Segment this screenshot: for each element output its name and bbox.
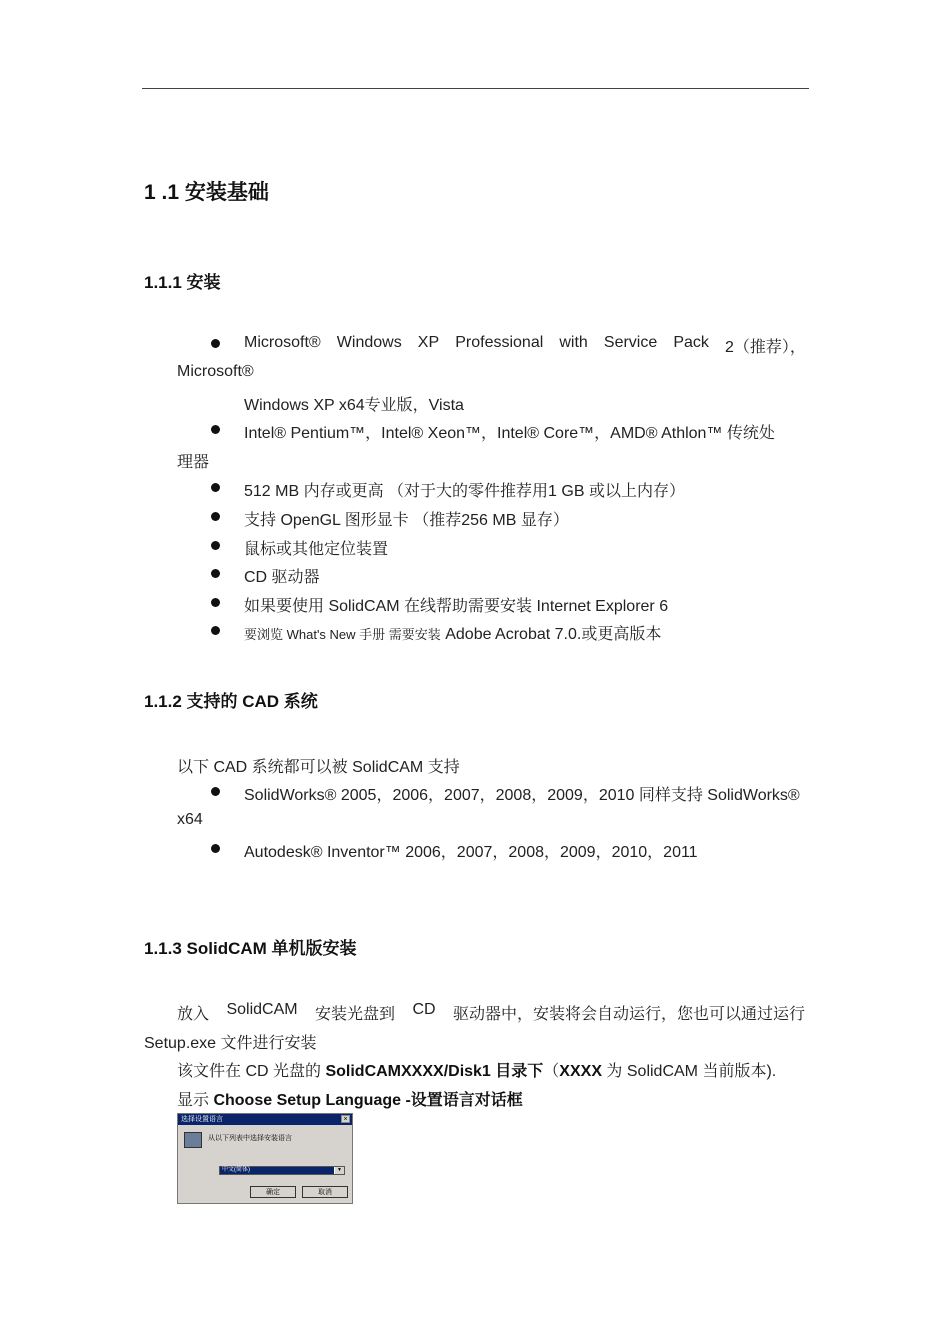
req-os-line: [244, 334, 806, 357]
bullet-icon: [211, 425, 220, 434]
bullet-icon: [211, 626, 220, 635]
word: with: [559, 334, 588, 351]
req-os-cont2: Windows XP x64专业版，Vista: [244, 397, 464, 414]
bullet-icon: [211, 512, 220, 521]
req-memory: 512 MB 内存或更高 （对于大的零件推荐用1 GB 或以上内存）: [244, 483, 685, 500]
language-select[interactable]: [219, 1166, 345, 1175]
section-heading-1-1-2: 1.1.2 支持的 CAD 系统: [144, 692, 318, 711]
word: Microsoft®: [244, 334, 321, 351]
word: Professional: [455, 334, 544, 351]
dialog-caption: [177, 1087, 523, 1110]
path-text-a: 该文件在 CD 光盘的: [177, 1063, 326, 1080]
word: CD: [412, 1001, 436, 1018]
ok-button[interactable]: 确定: [250, 1186, 296, 1198]
cancel-button[interactable]: 取消: [302, 1186, 348, 1198]
req-graphics: 支持 OpenGL 图形显卡 （推荐256 MB 显存）: [244, 512, 569, 529]
path-text-e: 为 SolidCAM 当前版本).: [601, 1063, 777, 1080]
bullet-icon: [211, 787, 220, 796]
cad-solidworks: SolidWorks® 2005，2006，2007，2008，2009，2010 同样支持 SolidWorks®: [244, 787, 800, 804]
caption-b: Choose Setup Language -设置语言对话框: [213, 1092, 523, 1109]
word: 驱动器中，安装将会自动运行，您也可以通过运行: [452, 1006, 805, 1023]
choose-language-dialog: [177, 1113, 353, 1204]
cad-inventor: Autodesk® Inventor™ 2006，2007，2008，2009，2010，2011: [244, 844, 698, 861]
path-text-d: XXXX: [559, 1063, 602, 1080]
word: Pack: [673, 334, 709, 351]
bullet-icon: [211, 598, 220, 607]
cad-intro: 以下 CAD 系统都可以被 SolidCAM 支持: [177, 759, 460, 776]
cad-solidworks-cont: x64: [177, 811, 203, 828]
install-path-line: [177, 1058, 776, 1081]
word: XP: [417, 334, 440, 351]
bullet-icon: [211, 339, 220, 348]
section-heading-1-1: 1 .1 安装基础: [144, 181, 269, 204]
req-os-cont: Microsoft®: [177, 363, 254, 380]
bullet-icon: [211, 483, 220, 492]
close-icon[interactable]: ×: [341, 1115, 350, 1123]
install-para-cont: Setup.exe 文件进行安装: [144, 1035, 317, 1052]
dialog-prompt: 从以下列表中选择安装语言: [208, 1134, 292, 1142]
word: Service: [603, 334, 658, 351]
caption-a: 显示: [177, 1092, 214, 1109]
req-cpu-cont: 理器: [177, 454, 210, 471]
install-para-line: [177, 1001, 805, 1024]
req-cpu: Intel® Pentium™，Intel® Xeon™，Intel® Core™，AMD® Athlon™ 传统处: [244, 425, 775, 442]
word: Windows: [336, 334, 402, 351]
path-text-c: （: [543, 1063, 560, 1080]
bullet-icon: [211, 569, 220, 578]
section-heading-1-1-1: 1.1.1 安装: [144, 273, 221, 292]
req-cd-drive: CD 驱动器: [244, 569, 320, 586]
chevron-down-icon[interactable]: ▼: [335, 1167, 344, 1174]
req-acrobat-pre: 要浏览 What's New 手册 需要安装: [244, 627, 441, 642]
header-rule: [142, 88, 809, 89]
word: 放入: [177, 1006, 210, 1023]
word: 2（推荐），: [725, 339, 806, 356]
language-select-value: 中文(简体): [220, 1167, 334, 1174]
req-pointer: 鼠标或其他定位装置: [244, 541, 389, 558]
word: 安装光盘到: [315, 1006, 396, 1023]
req-acrobat-post: Adobe Acrobat 7.0.或更高版本: [440, 626, 662, 643]
bullet-icon: [211, 844, 220, 853]
section-heading-1-1-3: 1.1.3 SolidCAM 单机版安装: [144, 939, 357, 958]
dialog-title: 选择设置语言: [178, 1114, 352, 1125]
req-ie: 如果要使用 SolidCAM 在线帮助需要安装 Internet Explorer 6: [244, 598, 669, 615]
bullet-icon: [211, 541, 220, 550]
word: SolidCAM: [226, 1001, 298, 1018]
path-text-b: SolidCAMXXXX/Disk1 目录下: [325, 1063, 544, 1080]
computer-icon: [184, 1132, 202, 1148]
req-acrobat: [244, 621, 661, 644]
